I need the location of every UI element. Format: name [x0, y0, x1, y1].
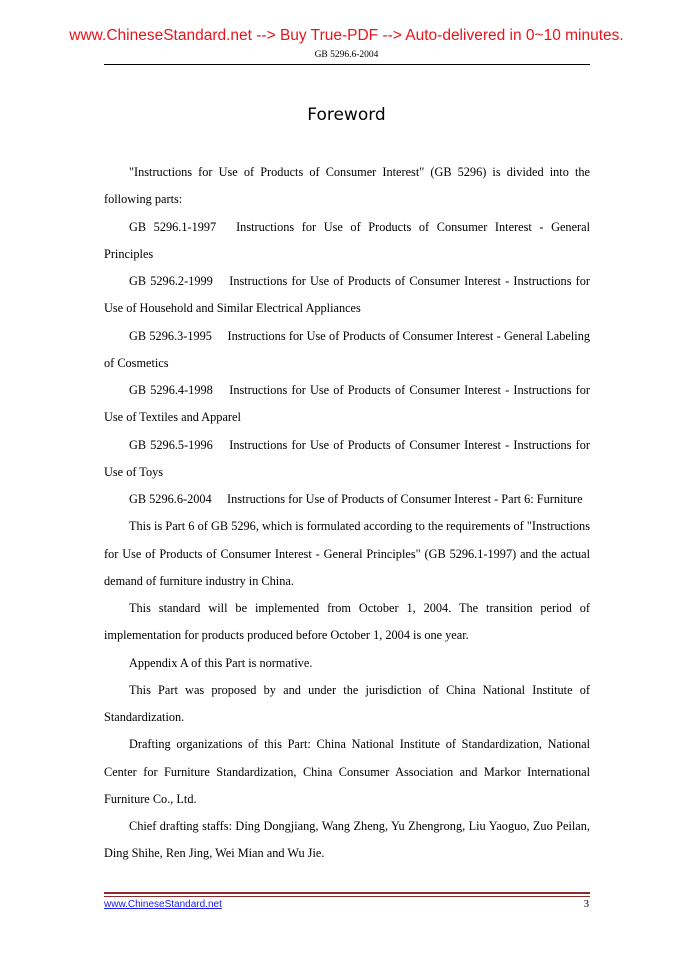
- paragraph-scope: This is Part 6 of GB 5296, which is formulated according to the requirements of "Instructions for Use of Products of Consumer Interest - General Principles" (GB 5296.1-1997) and the actual demand of furniture industry in China.: [104, 519, 590, 588]
- paragraph-part-4: GB 5296.4-1998 Instructions for Use of Products of Consumer Interest - Instructions for Use of Textiles and Apparel: [104, 383, 590, 425]
- running-header-standard-code: GB 5296.6-2004: [314, 50, 379, 60]
- paragraph-drafting-organizations: Drafting organizations of this Part: China National Institute of Standardization, National Center for Furniture Standardization, China Consumer Association and Markor International Furniture Co., Ltd.: [104, 737, 590, 806]
- footer-website-link[interactable]: www.ChineseStandard.net: [104, 899, 222, 910]
- promo-banner-link[interactable]: www.ChineseStandard.net --> Buy True-PDF --> Auto-delivered in 0~10 minutes.: [69, 27, 624, 44]
- paragraph-part-1: GB 5296.1-1997 Instructions for Use of Products of Consumer Interest - General Principles: [104, 219, 590, 261]
- paragraph-part-2: GB 5296.2-1999 Instructions for Use of Products of Consumer Interest - Instructions for Use of Household and Similar Electrical Appliances: [104, 274, 590, 316]
- paragraph-appendix: Appendix A of this Part is normative.: [129, 655, 313, 670]
- paragraph-part-5: GB 5296.5-1996 Instructions for Use of Products of Consumer Interest - Instructions for Use of Toys: [104, 437, 590, 479]
- footer-divider-thick: [104, 892, 590, 894]
- paragraph-implementation: This standard will be implemented from October 1, 2004. The transition period of implementation for products produced before October 1, 2004 is one year.: [104, 601, 590, 643]
- page-title: Foreword: [307, 105, 386, 125]
- paragraph-part-3: GB 5296.3-1995 Instructions for Use of Products of Consumer Interest - General Labeling of Cosmetics: [104, 328, 590, 370]
- foreword-body: [104, 159, 590, 868]
- page-number: 3: [583, 899, 589, 910]
- paragraph-drafting-staffs: Chief drafting staffs: Ding Dongjiang, Wang Zheng, Yu Zhengrong, Liu Yaoguo, Zuo Peilan, Ding Shihe, Ren Jing, Wei Mian and Wu Jie.: [104, 819, 590, 861]
- footer-divider-thin: [104, 896, 590, 897]
- paragraph-proposed-by: This Part was proposed by and under the jurisdiction of China National Institute of Standardization.: [104, 682, 590, 724]
- header-divider: [104, 64, 590, 65]
- paragraph-part-6: GB 5296.6-2004 Instructions for Use of Products of Consumer Interest - Part 6: Furniture: [129, 492, 583, 506]
- paragraph-intro: "Instructions for Use of Products of Consumer Interest" (GB 5296) is divided into the following parts:: [104, 165, 590, 207]
